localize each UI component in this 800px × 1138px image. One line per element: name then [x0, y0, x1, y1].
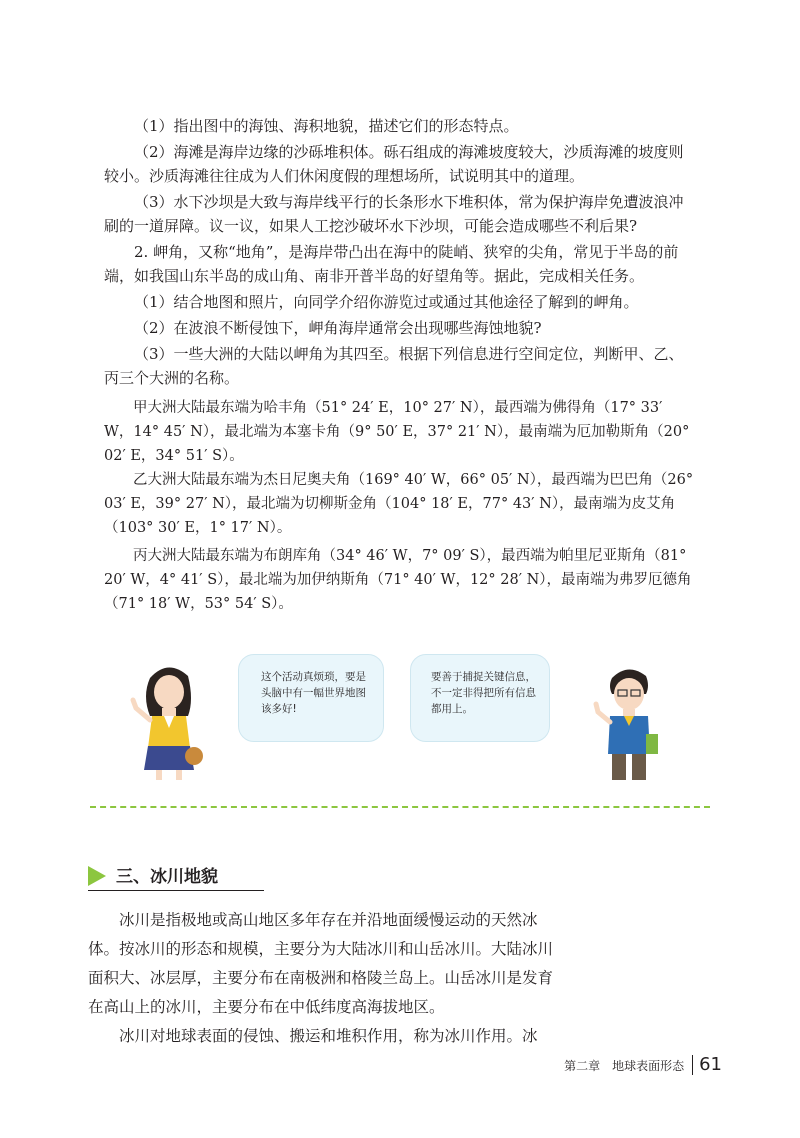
continent-bing-info: 丙大洲大陆最东端为布朗库角（34° 46′ W，7° 09′ S），最西端为帕里尼亚斯角（81° 20′ W，4° 41′ S），最北端为加伊纳斯角（71° 40′ W，12° 28′ N），最南端为弗罗厄德角（71° 18′ W，53° 54′ S）。 [104, 548, 692, 612]
footer-chapter: 第二章 地球表面形态 [564, 1058, 685, 1073]
question-3: （3）水下沙坝是大致与海岸线平行的长条形水下堆积体，常为保护海岸免遭波浪冲刷的一道屏障。议一议，如果人工挖沙破坏水下沙坝，可能会造成哪些不利后果? [104, 193, 684, 235]
question-1: （1）指出图中的海蚀、海积地貌，描述它们的形态特点。 [134, 117, 519, 135]
speech-bubble-left-text: 这个活动真烦琐，要是头脑中有一幅世界地图该多好! [261, 671, 366, 715]
speech-bubble-right-text: 要善于捕捉关键信息，不一定非得把所有信息都用上。 [431, 671, 536, 715]
page-number: 61 [692, 1055, 722, 1075]
continent-yi-info: 乙大洲大陆最东端为杰日尼奥夫角（169° 40′ W，66° 05′ N），最西端为巴巴角（26° 03′ E，39° 27′ N），最北端为切柳斯金角（104° 18′ E，77° 43′ N），最南端为皮艾角（103° 30′ E，1° 17′ N）。 [104, 472, 694, 536]
speech-bubble-right [410, 654, 550, 742]
section-heading [88, 860, 264, 891]
question-2: （2）海滩是海岸边缘的沙砾堆积体。砾石组成的海滩坡度较大，沙质海滩的坡度则较小。沙质海滩往往成为人们休闲度假的理想场所，试说明其中的道理。 [104, 143, 684, 185]
boy-student-illustration [588, 664, 668, 780]
item-2-question-1: （1）结合地图和照片，向同学介绍你游览过或通过其他途径了解到的岬角。 [134, 293, 639, 311]
glacier-paragraph-1: 冰川是指极地或高山地区多年存在并沿地面缓慢运动的天然冰体。按冰川的形态和规模，主要分为大陆冰川和山岳冰川。大陆冰川面积大、冰层厚，主要分布在南极洲和格陵兰岛上。山岳冰川是发育在高山上的冰川，主要分布在中低纬度高海拔地区。 [88, 911, 554, 1016]
continent-jia-info: 甲大洲大陆最东端为哈丰角（51° 24′ E，10° 27′ N），最西端为佛得角（17° 33′ W，14° 45′ N），最北端为本塞卡角（9° 50′ E，37° 21′ N），最南端为厄加勒斯角（20° 02′ E，34° 51′ S）。 [104, 400, 690, 464]
item-2-question-2: （2）在波浪不断侵蚀下，岬角海岸通常会出现哪些海蚀地貌? [134, 319, 542, 337]
glacier-paragraph-2: 冰川对地球表面的侵蚀、搬运和堆积作用，称为冰川作用。冰 [119, 1027, 538, 1045]
section-divider [90, 806, 710, 808]
section-arrow-icon [88, 866, 106, 886]
page-footer [564, 1055, 722, 1075]
speech-bubble-left [238, 654, 384, 742]
girl-student-illustration [128, 660, 208, 780]
item-2-question-3: （3）一些大洲的大陆以岬角为其四至。根据下列信息进行空间定位，判断甲、乙、丙三个大洲的名称。 [104, 345, 684, 387]
item-2-intro: 2. 岬角，又称“地角”，是海岸带凸出在海中的陡峭、狭窄的尖角，常见于半岛的前端，如我国山东半岛的成山角、南非开普半岛的好望角等。据此，完成相关任务。 [104, 243, 679, 285]
section-title: 三、冰川地貌 [116, 867, 218, 887]
